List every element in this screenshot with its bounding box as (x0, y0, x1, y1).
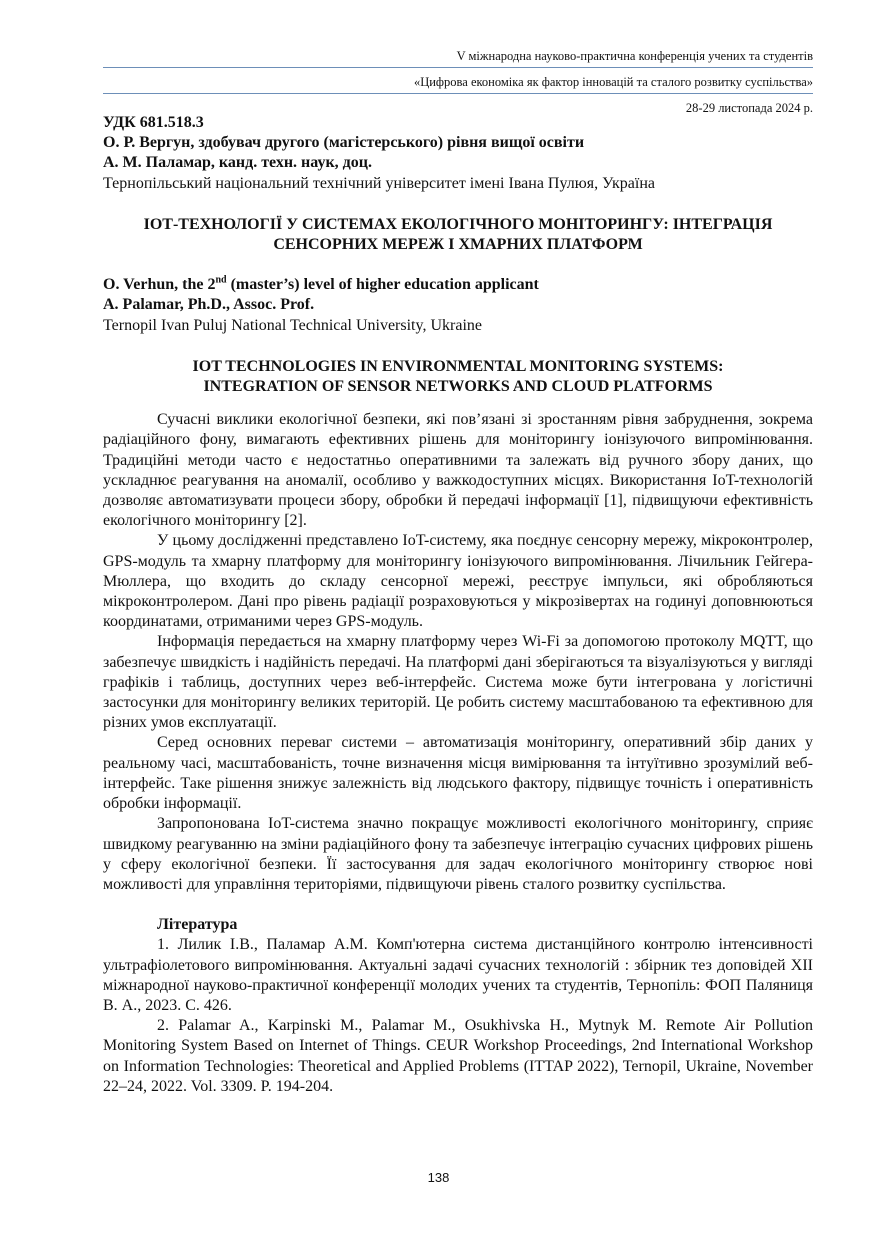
title-ua-line-1: ІОТ-ТЕХНОЛОГІЇ У СИСТЕМАХ ЕКОЛОГІЧНОГО МОНІТОРИНГУ: ІНТЕГРАЦІЯ (143, 215, 773, 233)
author-en-1-name: O. Verhun, the 2 (103, 276, 216, 294)
title-en (103, 357, 813, 397)
ordinal-superscript: nd (215, 274, 227, 286)
affiliation-ua: Тернопільський національний технічний університет імені Івана Пулюя, Україна (103, 174, 655, 192)
author-ua-1: О. Р. Вергун, здобувач другого (магістерського) рівня вищої освіти (103, 134, 585, 152)
body-paragraph-5: Запропонована IoT-система значно покращує можливості екологічного моніторингу, сприяє швидкому реагуванню на зміни радіаційного фону та забезпечує інтеграцію сучасних цифрових рішень у сферу екологічної безпеки. Її застосування для задач екологічного моніторингу створює нові можливості для управління територіями, підвищуючи рівень сталого розвитку суспільства. (103, 815, 813, 893)
header-conference-name: V міжнародна науково-практична конференція учених та студентів (103, 48, 813, 68)
body-paragraph-2: У цьому дослідженні представлено IoT-систему, яка поєднує сенсорну мережу, мікроконтролер, GPS-модуль та хмарну платформу для моніторингу іонізуючого випромінювання. Лічильник Гейгера-Мюллера, що входить до складу сенсорної мережі, реєструє імпульси, які обробляються мікроконтролером. Дані про рівень радіації розраховуються у мікрозівертах на годинуі доповнюються координатами, отриманими через GPS-модуль. (103, 532, 813, 631)
article-content (103, 113, 813, 1097)
header-date: 28-29 листопада 2024 р. (685, 101, 813, 115)
title-ua-line-2: СЕНСОРНИХ МЕРЕЖ І ХМАРНИХ ПЛАТФОРМ (273, 236, 643, 254)
reference-1: 1. Лилик І.В., Паламар А.М. Комп'ютерна система дистанційного контролю інтенсивності ультрафіолетового випромінювання. Актуальні задачі сучасних технологій : збірник тез доповідей XII міжнародної науково-практичної конференції молодих учених та студентів, Тернопіль: ФОП Паляниця В. А., 2023. С. 426. (103, 936, 813, 1014)
body-paragraph-1: Сучасні виклики екологічної безпеки, які пов’язані зі зростанням рівня забруднення, зокрема радіаційного фону, вимагають ефективних рішень для моніторингу іонізуючого випромінювання. Традиційні методи часто є недостатньо оперативними та залежать від ручного збору даних, що ускладнює реагування на аномалії, особливо у важкодоступних місцях. Використання IoT-технологій дозволяє автоматизувати процеси збору, обробки й передачі інформації [1], підвищуючи ефективність екологічного моніторингу [2]. (103, 411, 813, 530)
reference-2: 2. Palamar A., Karpinski M., Palamar M., Osukhivska H., Mytnyk M. Remote Air Pollution Monitoring System Based on Internet of Things. CEUR Workshop Proceedings, 2nd International Workshop on Information Technologies: Theoretical and Applied Problems (ITTAP 2022), Ternopil, Ukraine, November 22–24, 2022. Vol. 3309. P. 194-204. (103, 1017, 813, 1095)
author-en-2: A. Palamar, Ph.D., Assoc. Prof. (103, 296, 315, 314)
conference-header (103, 48, 813, 119)
title-en-line-1: IOT TECHNOLOGIES IN ENVIRONMENTAL MONITORING SYSTEMS: (192, 357, 724, 375)
udc-code: УДК 681.518.3 (103, 114, 204, 131)
title-en-line-2: INTEGRATION OF SENSOR NETWORKS AND CLOUD PLATFORMS (203, 378, 713, 396)
body-paragraph-4: Серед основних переваг системи – автоматизація моніторингу, оперативний збір даних у реальному часі, масштабованість, точне визначення місця вимірювання та інтуїтивно зрозумілий веб-інтерфейс. Таке рішення знижує залежність від людського фактору, підвищує точність і оперативність обробки інформації. (103, 734, 813, 813)
body-paragraph-3: Інформація передається на хмарну платформу через Wi-Fi за допомогою протоколу MQTT, що забезпечує швидкість і надійність передачі. На платформі дані зберігаються та візуалізуються у вигляді графіків і таблиць, доступних через веб-інтерфейс. Система може бути інтегрована у логістичні застосунки для моніторингу великих територій. Це робить систему масштабованою та ефективною для різних умов експлуатації. (103, 633, 813, 732)
title-ua (103, 215, 813, 255)
page-number: 138 (427, 1170, 450, 1185)
header-conference-theme: «Цифрова економіка як фактор інновацій та сталого розвитку суспільства» (103, 68, 813, 94)
references-heading: Література (157, 916, 238, 934)
author-en-1 (103, 275, 813, 295)
author-ua-2: А. М. Паламар, канд. техн. наук, доц. (103, 154, 372, 172)
affiliation-en: Ternopil Ivan Puluj National Technical University, Ukraine (103, 316, 482, 334)
author-en-1-role: (master’s) level of higher education applicant (226, 276, 539, 294)
